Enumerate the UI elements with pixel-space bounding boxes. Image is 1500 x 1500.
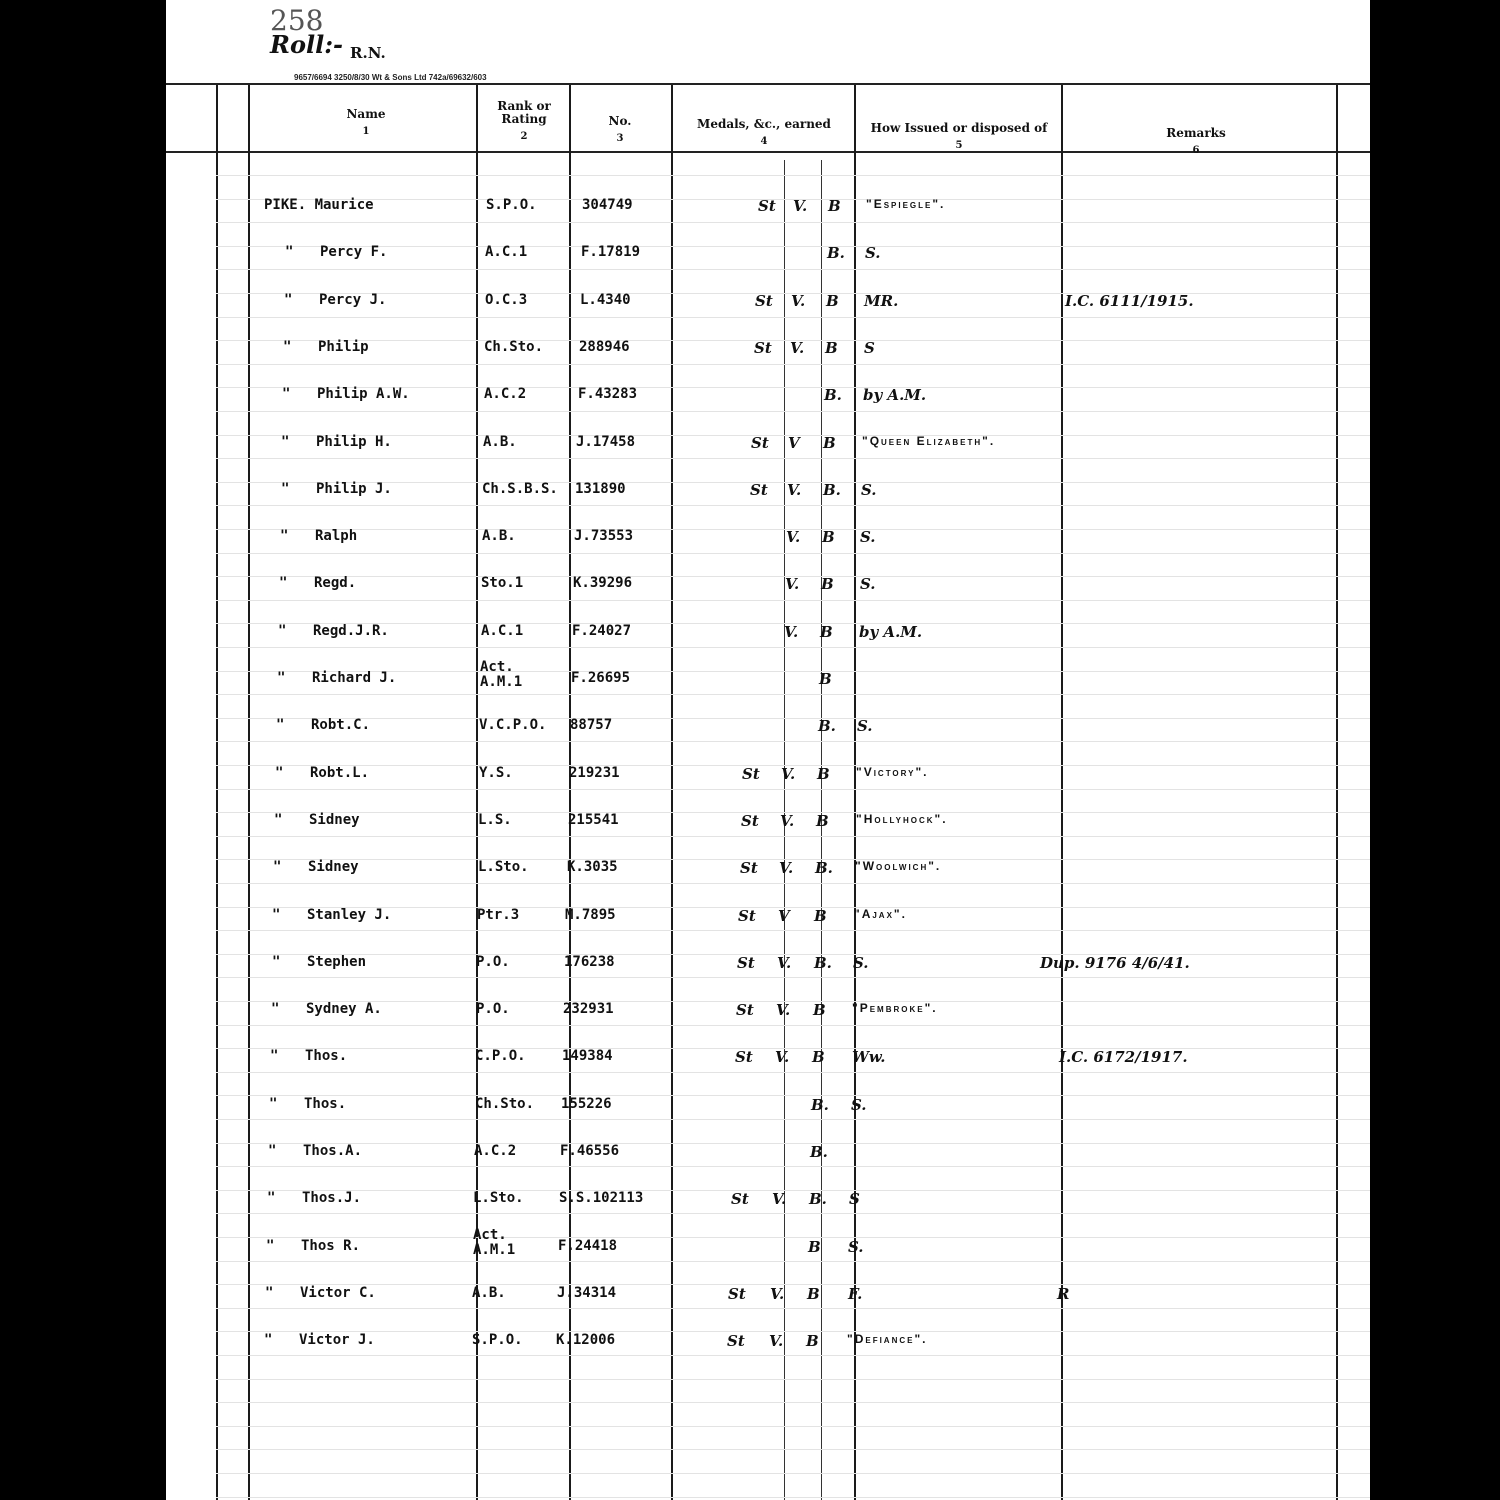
medal-british-war: B bbox=[822, 528, 835, 546]
entry-service-number: F.43283 bbox=[578, 386, 638, 402]
entry-rank: L.S. bbox=[478, 812, 512, 828]
medal-british-war: B bbox=[813, 1001, 826, 1019]
how-issued: "Queen Elizabeth". bbox=[862, 434, 996, 448]
medal-british-war: B. bbox=[824, 386, 842, 404]
entry-name: Ralph bbox=[315, 528, 358, 544]
ditto-mark: " bbox=[279, 575, 288, 591]
ditto-mark: " bbox=[273, 859, 282, 875]
medal-british-war: B bbox=[814, 907, 827, 925]
entry-rank: A.C.1 bbox=[481, 623, 524, 639]
entry-name: Stanley J. bbox=[307, 907, 392, 923]
medal-star: St bbox=[750, 481, 768, 499]
ditto-mark: " bbox=[275, 765, 284, 781]
ruled-line bbox=[216, 1473, 1370, 1474]
remarks: I.C. 6111/1915. bbox=[1065, 292, 1194, 310]
how-issued: S. bbox=[860, 528, 876, 546]
table-row bbox=[166, 339, 1370, 383]
entry-rank: P.O. bbox=[476, 1001, 510, 1017]
medal-star: St bbox=[755, 292, 773, 310]
table-row bbox=[166, 1096, 1370, 1140]
medal-star: St bbox=[758, 197, 776, 215]
ruled-line bbox=[216, 1379, 1370, 1380]
table-row bbox=[166, 1048, 1370, 1092]
table-row bbox=[166, 765, 1370, 809]
entry-rank: L.Sto. bbox=[473, 1190, 524, 1206]
medal-british-war: B. bbox=[827, 244, 845, 262]
entry-service-number: 88757 bbox=[570, 717, 613, 733]
medal-british-war: B bbox=[816, 812, 829, 830]
medal-victory: V. bbox=[793, 197, 808, 215]
remarks: I.C. 6172/1917. bbox=[1059, 1048, 1188, 1066]
entry-service-number: 219231 bbox=[569, 765, 620, 781]
column-header-remarks-label: Remarks bbox=[1166, 126, 1226, 140]
entry-name: Regd.J.R. bbox=[313, 623, 389, 639]
entry-rank: Ptr.3 bbox=[477, 907, 520, 923]
entry-rank: O.C.3 bbox=[485, 292, 528, 308]
how-issued: S. bbox=[857, 717, 873, 735]
ditto-mark: " bbox=[265, 1285, 274, 1301]
roll-value: R.N. bbox=[350, 44, 386, 62]
medal-british-war: B bbox=[826, 292, 839, 310]
column-header-rank-label: Rank or Rating bbox=[497, 99, 551, 126]
medal-british-war: B bbox=[808, 1238, 821, 1256]
ruled-line bbox=[216, 1426, 1370, 1427]
medal-british-war: B bbox=[821, 575, 834, 593]
medal-star: St bbox=[727, 1332, 745, 1350]
entry-service-number: L.4340 bbox=[580, 292, 631, 308]
table-row bbox=[166, 386, 1370, 430]
entry-service-number: 232931 bbox=[563, 1001, 614, 1017]
entry-name: Regd. bbox=[314, 575, 357, 591]
ditto-mark: " bbox=[269, 1096, 278, 1112]
entry-rank: A.B. bbox=[472, 1285, 506, 1301]
medal-star: St bbox=[751, 434, 769, 452]
how-issued: F. bbox=[848, 1285, 863, 1303]
table-row bbox=[166, 244, 1370, 288]
column-header-name-number: 1 bbox=[362, 126, 370, 137]
how-issued: S bbox=[849, 1190, 860, 1208]
column-header-medals bbox=[673, 118, 855, 148]
entry-name: Thos.A. bbox=[303, 1143, 363, 1159]
medal-star: St bbox=[737, 954, 755, 972]
ditto-mark: " bbox=[264, 1332, 273, 1348]
medal-british-war: B. bbox=[814, 954, 832, 972]
entry-service-number: S.S.102113 bbox=[559, 1190, 644, 1206]
medal-british-war: B bbox=[828, 197, 841, 215]
medal-british-war: B bbox=[807, 1285, 820, 1303]
ditto-mark: " bbox=[272, 954, 281, 970]
entry-rank: L.Sto. bbox=[478, 859, 529, 875]
entry-name: Philip A.W. bbox=[317, 386, 410, 402]
ditto-mark: " bbox=[282, 386, 291, 402]
entry-service-number: 304749 bbox=[582, 197, 633, 213]
entry-name: Philip J. bbox=[316, 481, 392, 497]
table-row bbox=[166, 717, 1370, 761]
medal-british-war: B bbox=[817, 765, 830, 783]
medal-british-war: B. bbox=[818, 717, 836, 735]
how-issued: S. bbox=[853, 954, 869, 972]
column-header-issued-label: How Issued or disposed of bbox=[870, 121, 1048, 135]
entry-name: Richard J. bbox=[312, 670, 397, 686]
medal-british-war: B. bbox=[823, 481, 841, 499]
how-issued: Ww. bbox=[852, 1048, 886, 1066]
how-issued: "Ajax". bbox=[854, 907, 907, 921]
how-issued: "Defiance". bbox=[847, 1332, 928, 1346]
entry-rank: V.C.P.O. bbox=[479, 717, 547, 733]
table-row bbox=[166, 1332, 1370, 1376]
ditto-mark: " bbox=[281, 434, 290, 450]
ditto-mark: " bbox=[270, 1048, 279, 1064]
ditto-mark: " bbox=[284, 292, 293, 308]
medal-victory: V. bbox=[790, 339, 805, 357]
entry-rank: A.B. bbox=[483, 434, 517, 450]
ditto-mark: " bbox=[285, 244, 294, 260]
column-header-issued-number: 5 bbox=[955, 140, 963, 151]
entry-service-number: J.73553 bbox=[574, 528, 634, 544]
entry-rank: Act. A.M.1 bbox=[473, 1227, 516, 1258]
entry-rank: Ch.Sto. bbox=[475, 1096, 535, 1112]
entry-service-number: J.34314 bbox=[557, 1285, 617, 1301]
medal-victory: V. bbox=[785, 575, 800, 593]
table-row bbox=[166, 575, 1370, 619]
medal-british-war: B. bbox=[815, 859, 833, 877]
remarks: Dup. 9176 4/6/41. bbox=[1040, 954, 1190, 972]
entry-name: Philip bbox=[318, 339, 369, 355]
medal-british-war: B. bbox=[811, 1096, 829, 1114]
ditto-mark: " bbox=[266, 1238, 275, 1254]
entry-service-number: F.17819 bbox=[581, 244, 641, 260]
medal-victory: V. bbox=[777, 954, 792, 972]
entry-rank: C.P.O. bbox=[475, 1048, 526, 1064]
entry-name: Sidney bbox=[308, 859, 359, 875]
column-header-remarks bbox=[1063, 127, 1329, 157]
entry-name: Thos. bbox=[305, 1048, 348, 1064]
column-header-rank bbox=[478, 100, 570, 143]
how-issued: by A.M. bbox=[859, 623, 923, 641]
entry-rank: Sto.1 bbox=[481, 575, 524, 591]
ditto-mark: " bbox=[280, 528, 289, 544]
column-header-rank-number: 2 bbox=[520, 131, 528, 142]
medal-roll-sheet bbox=[166, 0, 1370, 1500]
entry-name: Thos R. bbox=[301, 1238, 361, 1254]
entry-rank: S.P.O. bbox=[472, 1332, 523, 1348]
entry-name: Victor C. bbox=[300, 1285, 376, 1301]
table-row bbox=[166, 1143, 1370, 1187]
entry-name: PIKE. Maurice bbox=[264, 197, 374, 213]
how-issued: "Pembroke". bbox=[852, 1001, 938, 1015]
entry-service-number: K.12006 bbox=[556, 1332, 616, 1348]
medal-victory: V. bbox=[780, 812, 795, 830]
entry-rank: Ch.Sto. bbox=[484, 339, 544, 355]
ruled-line bbox=[216, 1402, 1370, 1403]
how-issued: S. bbox=[860, 575, 876, 593]
column-header-number-number: 3 bbox=[616, 133, 624, 144]
entry-name: Robt.L. bbox=[310, 765, 370, 781]
entry-service-number: 215541 bbox=[568, 812, 619, 828]
ditto-mark: " bbox=[283, 339, 292, 355]
entry-name: Thos.J. bbox=[302, 1190, 362, 1206]
medal-british-war: B bbox=[820, 623, 833, 641]
medal-british-war: B. bbox=[809, 1190, 827, 1208]
table-row bbox=[166, 481, 1370, 525]
ditto-mark: " bbox=[276, 717, 285, 733]
entry-name: Sidney bbox=[309, 812, 360, 828]
entry-name: Thos. bbox=[304, 1096, 347, 1112]
ditto-mark: " bbox=[267, 1190, 276, 1206]
entry-name: Sydney A. bbox=[306, 1001, 382, 1017]
entry-service-number: F.46556 bbox=[560, 1143, 620, 1159]
table-row bbox=[166, 954, 1370, 998]
medal-british-war: B bbox=[823, 434, 836, 452]
ruled-line bbox=[216, 175, 1370, 176]
entry-name: Philip H. bbox=[316, 434, 392, 450]
medal-victory: V. bbox=[772, 1190, 787, 1208]
ditto-mark: " bbox=[281, 481, 290, 497]
medal-victory: V. bbox=[779, 859, 794, 877]
entry-service-number: 149384 bbox=[562, 1048, 613, 1064]
entry-service-number: F.26695 bbox=[571, 670, 631, 686]
medal-british-war: B bbox=[819, 670, 832, 688]
entry-name: Robt.C. bbox=[311, 717, 371, 733]
medal-star: St bbox=[754, 339, 772, 357]
table-row bbox=[166, 197, 1370, 241]
how-issued: "Espiegle". bbox=[866, 197, 946, 211]
entry-service-number: 155226 bbox=[561, 1096, 612, 1112]
print-reference: 9657/6694 3250/8/30 Wt & Sons Ltd 742a/69632/603 bbox=[294, 73, 487, 82]
entry-rank: S.P.O. bbox=[486, 197, 537, 213]
entry-rank: Y.S. bbox=[479, 765, 513, 781]
entry-service-number: K.3035 bbox=[567, 859, 618, 875]
medal-victory: V bbox=[788, 434, 800, 452]
entry-rank: A.C.2 bbox=[484, 386, 527, 402]
column-header-medals-label: Medals, &c., earned bbox=[697, 117, 831, 131]
entry-rank: Ch.S.B.S. bbox=[482, 481, 558, 497]
medal-victory: V. bbox=[781, 765, 796, 783]
medal-victory: V. bbox=[776, 1001, 791, 1019]
table-row bbox=[166, 859, 1370, 903]
entry-service-number: F.24418 bbox=[558, 1238, 618, 1254]
ditto-mark: " bbox=[274, 812, 283, 828]
entry-service-number: 288946 bbox=[579, 339, 630, 355]
entry-rank: P.O. bbox=[476, 954, 510, 970]
ditto-mark: " bbox=[268, 1143, 277, 1159]
entry-name: Percy J. bbox=[319, 292, 387, 308]
ruled-line bbox=[216, 1497, 1370, 1498]
how-issued: "Woolwich". bbox=[855, 859, 942, 873]
medal-star: St bbox=[736, 1001, 754, 1019]
top-rule bbox=[166, 83, 1370, 85]
medal-star: St bbox=[741, 812, 759, 830]
medal-victory: V. bbox=[787, 481, 802, 499]
entry-service-number: M.7895 bbox=[565, 907, 616, 923]
column-header-name bbox=[256, 108, 476, 138]
medal-british-war: B bbox=[812, 1048, 825, 1066]
medal-victory: V. bbox=[769, 1332, 784, 1350]
table-row bbox=[166, 292, 1370, 336]
ditto-mark: " bbox=[271, 1001, 280, 1017]
how-issued: S. bbox=[861, 481, 877, 499]
medal-british-war: B bbox=[806, 1332, 819, 1350]
how-issued: S. bbox=[848, 1238, 864, 1256]
entry-service-number: F.24027 bbox=[572, 623, 632, 639]
entry-service-number: 176238 bbox=[564, 954, 615, 970]
column-header-issued bbox=[856, 122, 1062, 152]
ditto-mark: " bbox=[277, 670, 286, 686]
entry-service-number: J.17458 bbox=[576, 434, 636, 450]
column-header-number bbox=[570, 115, 670, 145]
medal-victory: V. bbox=[791, 292, 806, 310]
medal-star: St bbox=[740, 859, 758, 877]
medal-victory: V. bbox=[784, 623, 799, 641]
table-row bbox=[166, 528, 1370, 572]
how-issued: "Victory". bbox=[856, 765, 929, 779]
how-issued: "Hollyhock". bbox=[856, 812, 948, 826]
table-row bbox=[166, 907, 1370, 951]
how-issued: S. bbox=[865, 244, 881, 262]
column-header-remarks-number: 6 bbox=[1192, 145, 1200, 156]
medal-star: St bbox=[735, 1048, 753, 1066]
how-issued: S bbox=[864, 339, 875, 357]
medal-star: St bbox=[728, 1285, 746, 1303]
medal-victory: V. bbox=[775, 1048, 790, 1066]
table-row bbox=[166, 1227, 1370, 1282]
column-header-medals-number: 4 bbox=[760, 136, 768, 147]
how-issued: by A.M. bbox=[863, 386, 927, 404]
entry-rank: A.B. bbox=[482, 528, 516, 544]
table-row bbox=[166, 434, 1370, 478]
table-row bbox=[166, 1190, 1370, 1234]
column-header-number-label: No. bbox=[608, 114, 632, 128]
table-row bbox=[166, 1001, 1370, 1045]
medal-british-war: B bbox=[825, 339, 838, 357]
entry-service-number: 131890 bbox=[575, 481, 626, 497]
ruled-line bbox=[216, 1449, 1370, 1450]
table-row bbox=[166, 1285, 1370, 1329]
medal-victory: V. bbox=[770, 1285, 785, 1303]
medal-british-war: B. bbox=[810, 1143, 828, 1161]
how-issued: MR. bbox=[864, 292, 899, 310]
medal-victory: V bbox=[778, 907, 790, 925]
page-number: 258 bbox=[270, 4, 324, 37]
entry-name: Percy F. bbox=[320, 244, 388, 260]
entry-service-number: K.39296 bbox=[573, 575, 633, 591]
medal-star: St bbox=[742, 765, 760, 783]
how-issued: S. bbox=[851, 1096, 867, 1114]
medal-star: St bbox=[738, 907, 756, 925]
table-row bbox=[166, 659, 1370, 714]
entry-name: Victor J. bbox=[299, 1332, 375, 1348]
roll-label: Roll:- bbox=[270, 30, 344, 59]
medal-victory: V. bbox=[786, 528, 801, 546]
remarks: R bbox=[1057, 1285, 1070, 1303]
entry-rank: Act. A.M.1 bbox=[480, 659, 523, 690]
table-row bbox=[166, 812, 1370, 856]
entry-name: Stephen bbox=[307, 954, 367, 970]
ditto-mark: " bbox=[272, 907, 281, 923]
entry-rank: A.C.1 bbox=[485, 244, 528, 260]
table-row bbox=[166, 623, 1370, 667]
medal-star: St bbox=[731, 1190, 749, 1208]
ditto-mark: " bbox=[278, 623, 287, 639]
column-header-name-label: Name bbox=[346, 107, 386, 121]
entry-rank: A.C.2 bbox=[474, 1143, 517, 1159]
